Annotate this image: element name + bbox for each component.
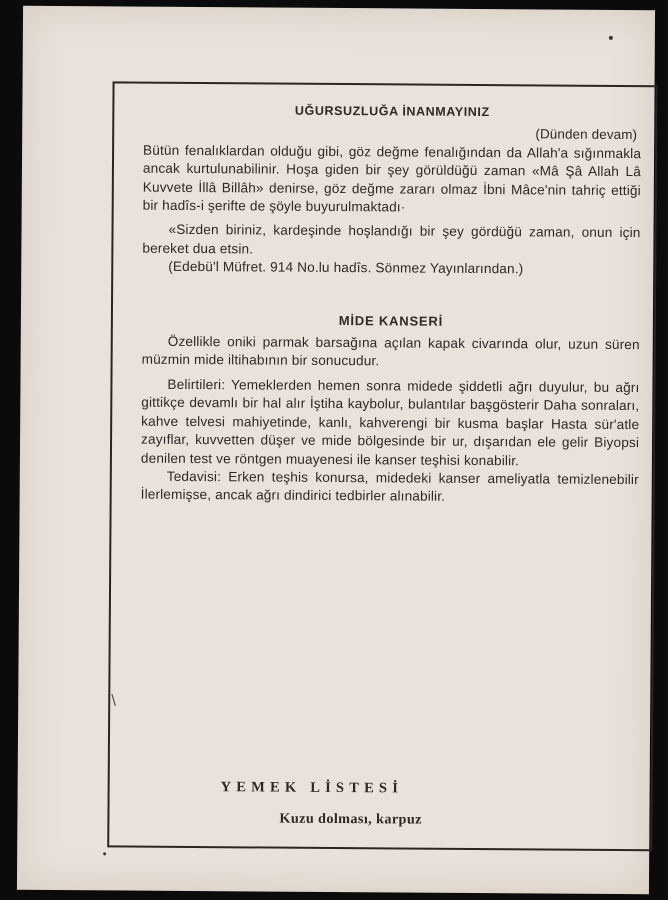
menu-title: YEMEK LİSTESİ: [220, 779, 404, 797]
menu-items: Kuzu dolması, karpuz: [279, 810, 422, 828]
continuation-note: (Dünden devam): [535, 126, 638, 143]
article-paragraph-2: «Sizden biriniz, kardeşinde hoşlandığı bir şey gördüğü zaman, onun için bereket dua etsin.: [142, 222, 641, 257]
ink-speck: [103, 852, 106, 855]
article-paragraph-3: (Edebü'l Müfret. 914 No.lu hadîs. Sönmez Yayınlarından.): [168, 259, 524, 277]
section-paragraph-1: Özellikle oniki parmak barsağına açılan kapak civarında olur, uzun süren müzmin mide iltihabının bir sonucudur.: [141, 333, 640, 369]
article-body: [141, 97, 642, 508]
ink-speck: [609, 36, 613, 40]
article-paragraph-1: Bütün fenalıklardan olduğu gibi, göz değme fenalığından da Allah'a sığınmakla ancak kurtulunabilinir. Hoşa giden bir şey görüldüğü zaman «Mâ Şâ Allah Lâ Kuvvete İllâ Billâh» denirse, göz değme zararı olmaz İbni Mâce'nin tahriç ettiği bir hadîs-i şerifte de şöyle buyurulmaktadı·: [142, 142, 642, 215]
newspaper-clipping: [17, 6, 655, 894]
section-paragraph-2: Belirtileri: Yemeklerden hemen sonra midede şiddetli ağrı duyulur, bu ağrı gittikçe devamlı bir hal alır İştiha kaybolur, bulantılar başgösterir Daha sonraları, kahve telvesi mahiyetinde, kanlı, kahverengi bir kusma başlar Hasta sür'atle zayıflar, kuvvetten düşer ve mide bölgesinde bir ur, dışarıdan ele gelir Biyopsi denilen test ve röntgen muayenesi ile kanser teşhisi konabilir.: [140, 376, 640, 468]
section-title: MİDE KANSERİ: [338, 312, 444, 329]
pen-mark-icon: \: [111, 692, 117, 709]
article-title: UĞURSUZLUĞA İNANMAYINIZ: [294, 103, 490, 120]
section-paragraph-3: Tedavisi: Erken teşhis konursa, midedeki kanser ameliyatla temizlenebilir İlerlemişse, ancak ağrı dindirici tedbirler alınabilir.: [140, 468, 639, 505]
